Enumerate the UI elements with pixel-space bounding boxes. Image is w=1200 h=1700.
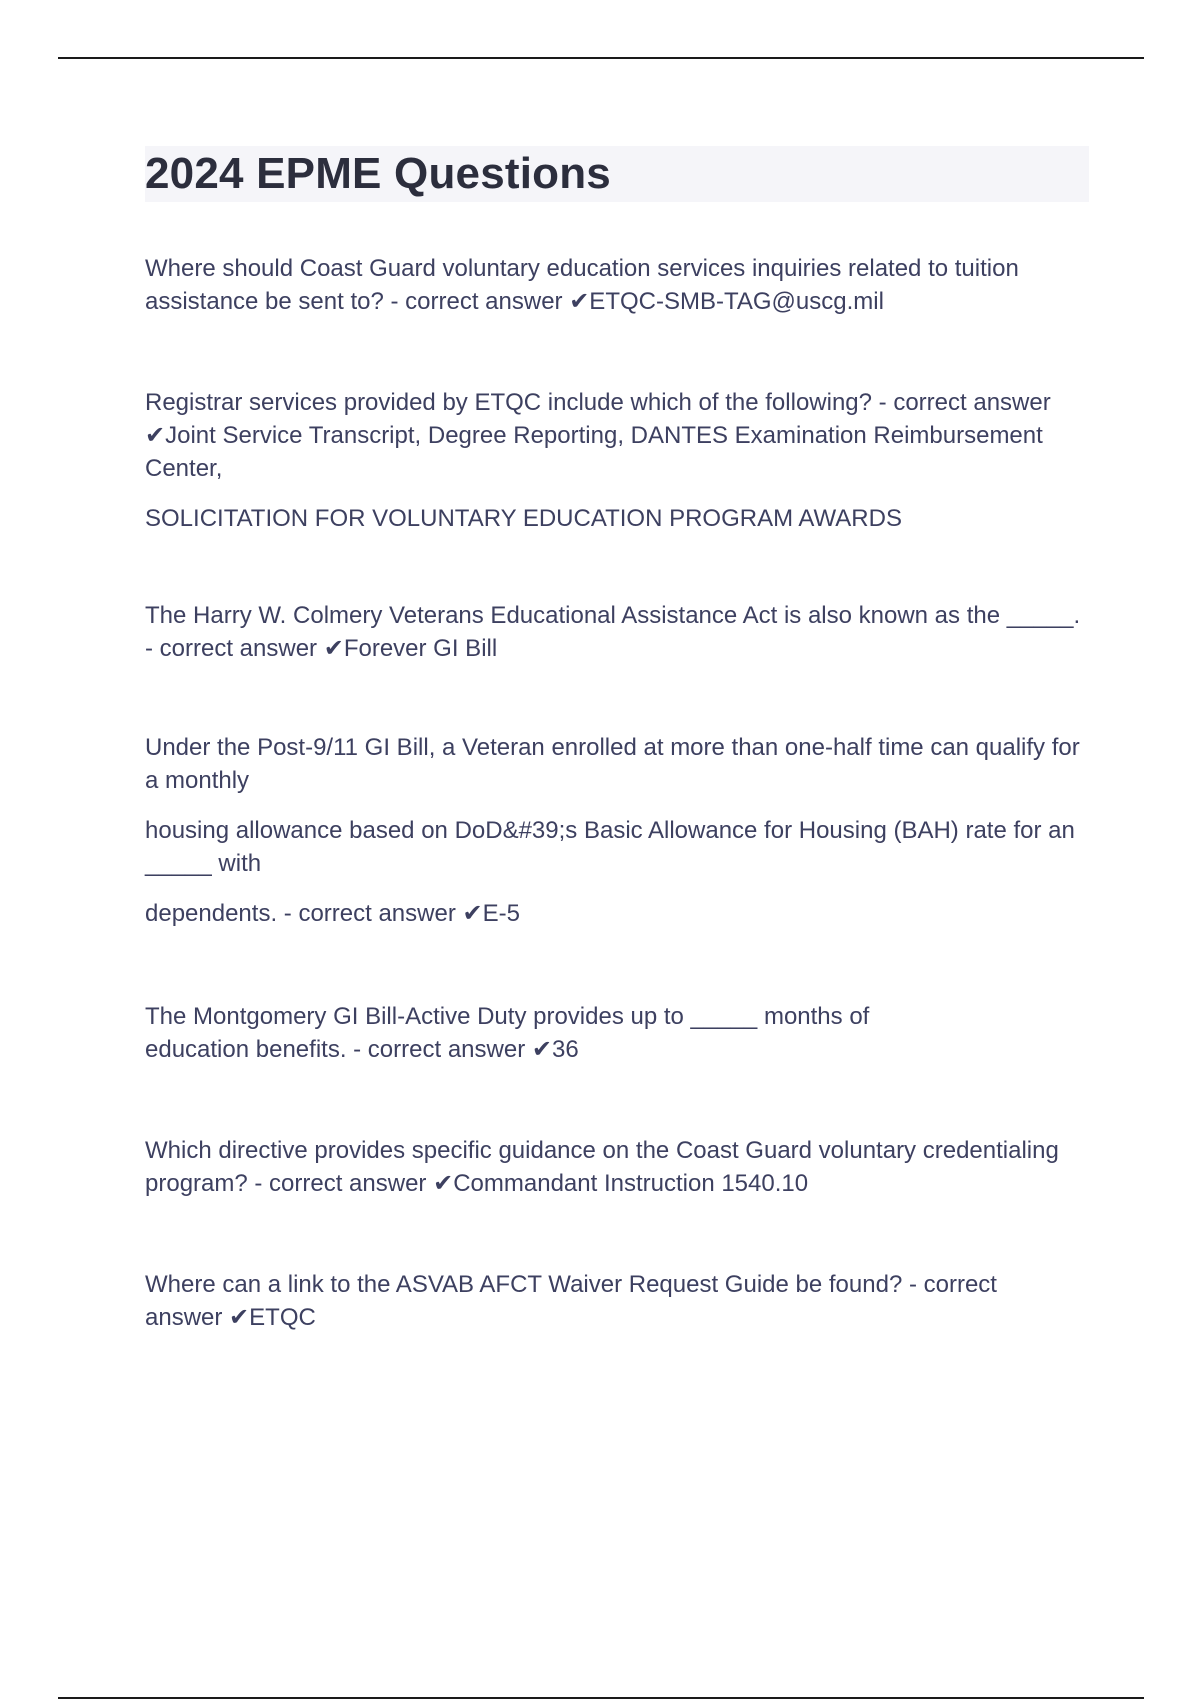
top-rule [58, 57, 1144, 59]
qa-text: Where should Coast Guard voluntary education services inquiries related to tuition assistance be sent to? - correct answer ✔ETQC-SMB-TAG@uscg.mil [145, 255, 1019, 315]
qa-text: The Montgomery GI Bill-Active Duty provides up to _____ months of education benefits. - correct answer ✔36 [145, 1003, 870, 1063]
document-title: 2024 EPME Questions [145, 149, 611, 198]
qa-item [145, 252, 1089, 318]
qa-item [145, 1268, 1045, 1334]
qa-item [145, 1000, 975, 1066]
qa-text: SOLICITATION FOR VOLUNTARY EDUCATION PROGRAM AWARDS [145, 505, 902, 532]
qa-text: housing allowance based on DoD&#39;s Basic Allowance for Housing (BAH) rate for an _____ with [145, 817, 1075, 877]
qa-text: Under the Post-9/11 GI Bill, a Veteran enrolled at more than one-half time can qualify for a monthly [145, 734, 1080, 794]
qa-text: Where can a link to the ASVAB AFCT Waiver Request Guide be found? - correct answer ✔ETQC [145, 1271, 997, 1331]
qa-text: dependents. - correct answer ✔E-5 [145, 900, 520, 927]
bottom-rule [58, 1697, 1144, 1699]
question-list [145, 252, 1089, 1334]
document-body [145, 146, 1089, 1400]
qa-item [145, 386, 1089, 535]
qa-item [145, 599, 1089, 665]
qa-text: Registrar services provided by ETQC include which of the following? - correct answer ✔Joint Service Transcript, Degree Reporting, DANTES Examination Reimbursement Center, [145, 389, 1051, 482]
qa-item [145, 1134, 1089, 1200]
qa-text: The Harry W. Colmery Veterans Educational Assistance Act is also known as the _____. - correct answer ✔Forever GI Bill [145, 602, 1081, 662]
qa-item [145, 731, 1089, 930]
title-bar [145, 146, 1089, 202]
qa-text: Which directive provides specific guidance on the Coast Guard voluntary credentialing program? - correct answer ✔Commandant Instruction 1540.10 [145, 1137, 1059, 1197]
